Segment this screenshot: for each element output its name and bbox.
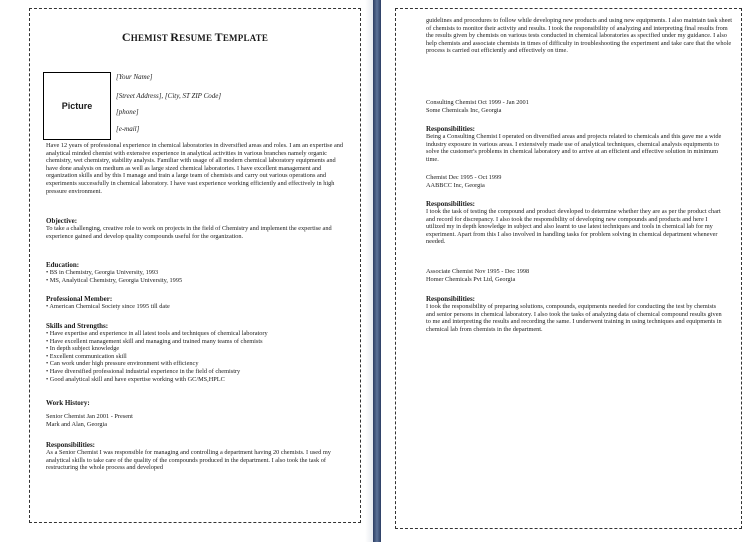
- job-title: Senior Chemist Jan 2001 - Present: [46, 413, 133, 420]
- responsibilities-text: I took the task of testing the compound and product developed to determine whether they are as per the product chart and record for discrepancy. I also took the responsibility of developing new compounds and products and here I utilized my in depth knowledge in subject and also learnt to use latest techniques and tools in chemical lab for my experiment. Apart from this I also involved in handling tasks for problem solving in chemical department whenever needed.: [426, 208, 721, 246]
- member-section: [46, 295, 348, 311]
- skill-item: • Can work under high pressure environment with efficiency: [46, 360, 199, 368]
- skill-item: • Have expertise and experience in all latest tools and techniques of chemical laboratory: [46, 330, 268, 337]
- member-item: • American Chemical Society since 1995 till date: [46, 303, 170, 310]
- objective-heading: Objective:: [46, 217, 78, 225]
- job-company: Homer Chemicals Pvt Ltd, Georgia: [426, 275, 516, 283]
- job-title: Consulting Chemist Oct 1999 - Jan 2001: [426, 99, 529, 106]
- right-page: [395, 8, 742, 529]
- skill-item: • Have excellent management skill and managing and trained many teams of chemists: [46, 337, 263, 345]
- continued-text-section: [426, 17, 734, 55]
- skill-item: • Have diversified professional industrial experience in the field of chemistry: [46, 367, 241, 375]
- education-item: • MS, Analytical Chemistry, Georgia University, 1995: [46, 276, 183, 284]
- responsibilities-heading: Responsibilities:: [426, 295, 476, 303]
- summary-text: Have 12 years of professional experience in chemical laboratories in diversified areas and roles. I am an expertise and analytical minded chemist with extensive experience in analytical activities in various branches namely organic chemistry, wet chemistry, stability analysis. Familiar with usage of all modern chemical laboratory equipments and have done analysis on medium as well as large sized chemical laboratories. I have excellent management and organization skills and by this I manage and train a large team of chemists and carry out various operations and experiments successfully in chemical laboratory. I have vast experience working efficiently and effectively in high pressure environment.: [46, 142, 344, 195]
- title-word: HEMIST: [130, 33, 171, 43]
- job-company: AABBCC Inc, Georgia: [426, 181, 485, 189]
- work-heading: Work History:: [46, 399, 90, 407]
- left-page: [29, 8, 361, 523]
- job-title: Chemist Dec 1995 - Oct 1999: [426, 174, 502, 181]
- job4-section: [426, 268, 726, 283]
- responsibilities-heading: Responsibilities:: [426, 200, 476, 208]
- title-char: T: [214, 30, 223, 44]
- objective-section: [46, 217, 348, 240]
- objective-text: To take a challenging, creative role to work on projects in the field of Chemistry and implement the expertise and experience gained and develop quality compounds useful for the organization.: [46, 225, 332, 240]
- job-company: Some Chemicals Inc, Georgia: [426, 106, 502, 114]
- responsibilities-heading: Responsibilities:: [426, 125, 476, 133]
- responsibilities-text: I took the responsibility of preparing solutions, compounds, equipments needed for conducting the test by chemists and senior persons in chemical laboratory. I also took the tasks of analyzing data of chemical compound results given to me and interpreting the results and recording the same. I underwent training in using techniques and equipments in chemical lab from chemists in the department.: [426, 303, 722, 333]
- job2-resp-section: [426, 125, 726, 163]
- book-spine-divider: [373, 0, 381, 542]
- continued-text: guidelines and procedures to follow while developing new products and using new equipments. I also maintain task sheet of chemists to monitor their activity and results. I took the responsibility of analyzing and interpreting final results from the results given by chemists on various tests conducted in chemical laboratories as specified under my guidance. I also help chemists and associate chemists in times of difficulty in troubleshooting the experiment and take care that the whole process is carried out efficiently and effectively on time.: [426, 17, 733, 55]
- job-company: Mark and Alan, Georgia: [46, 420, 108, 428]
- picture-placeholder[interactable]: [43, 72, 111, 140]
- page-gap-shadow: [365, 0, 373, 542]
- picture-label: Picture: [61, 101, 93, 111]
- responsibilities-heading: Responsibilities:: [46, 441, 96, 449]
- education-section: [46, 261, 348, 284]
- education-heading: Education:: [46, 261, 80, 269]
- skills-heading: Skills and Strengths:: [46, 322, 109, 330]
- contact-phone[interactable]: [phone]: [116, 108, 139, 116]
- contact-address[interactable]: [Street Address], [City, ST ZIP Code]: [116, 92, 222, 100]
- skill-item: • In depth subject knowledge: [46, 345, 120, 353]
- title-char: C: [121, 30, 131, 44]
- work-section: [46, 399, 348, 428]
- skill-item: • Excellent communication skill: [46, 352, 127, 360]
- summary-section: [46, 142, 348, 195]
- contact-email[interactable]: [e-mail]: [116, 125, 140, 133]
- skills-section: [46, 322, 348, 383]
- contact-name[interactable]: [Your Name]: [116, 73, 153, 81]
- skill-item: • Good analytical skill and have expertise working with GC/MS,HPLC: [46, 375, 225, 383]
- job1-resp-section: [46, 441, 348, 472]
- title-word: EMPLATE: [222, 33, 269, 43]
- education-item: • BS in Chemistry, Georgia University, 1993: [46, 269, 159, 276]
- title-char: R: [170, 30, 180, 44]
- member-heading: Professional Member:: [46, 295, 113, 303]
- job2-section: [426, 99, 726, 114]
- resume-title: [30, 30, 360, 45]
- job3-resp-section: [426, 200, 726, 246]
- title-word: ESUME: [179, 33, 215, 43]
- responsibilities-text: As a Senior Chemist I was responsible for managing and controlling a department having 20 chemists. I used my analytical skills to take care of the quality of the compounds produced in the department. I also took the task of restructuring the whole process and developed: [46, 449, 331, 472]
- job3-section: [426, 174, 726, 189]
- responsibilities-text: Being a Consulting Chemist I operated on diversified areas and projects related to chemicals and this gave me a wide industry exposure in various areas. I extensively made use of analytical techniques, chemical analysis equipments to solve the customer's problems in chemical laboratory and to arrive at an efficient and effective solution in minimum time.: [426, 133, 722, 163]
- job4-resp-section: [426, 295, 726, 333]
- job-title: Associate Chemist Nov 1995 - Dec 1998: [426, 268, 530, 275]
